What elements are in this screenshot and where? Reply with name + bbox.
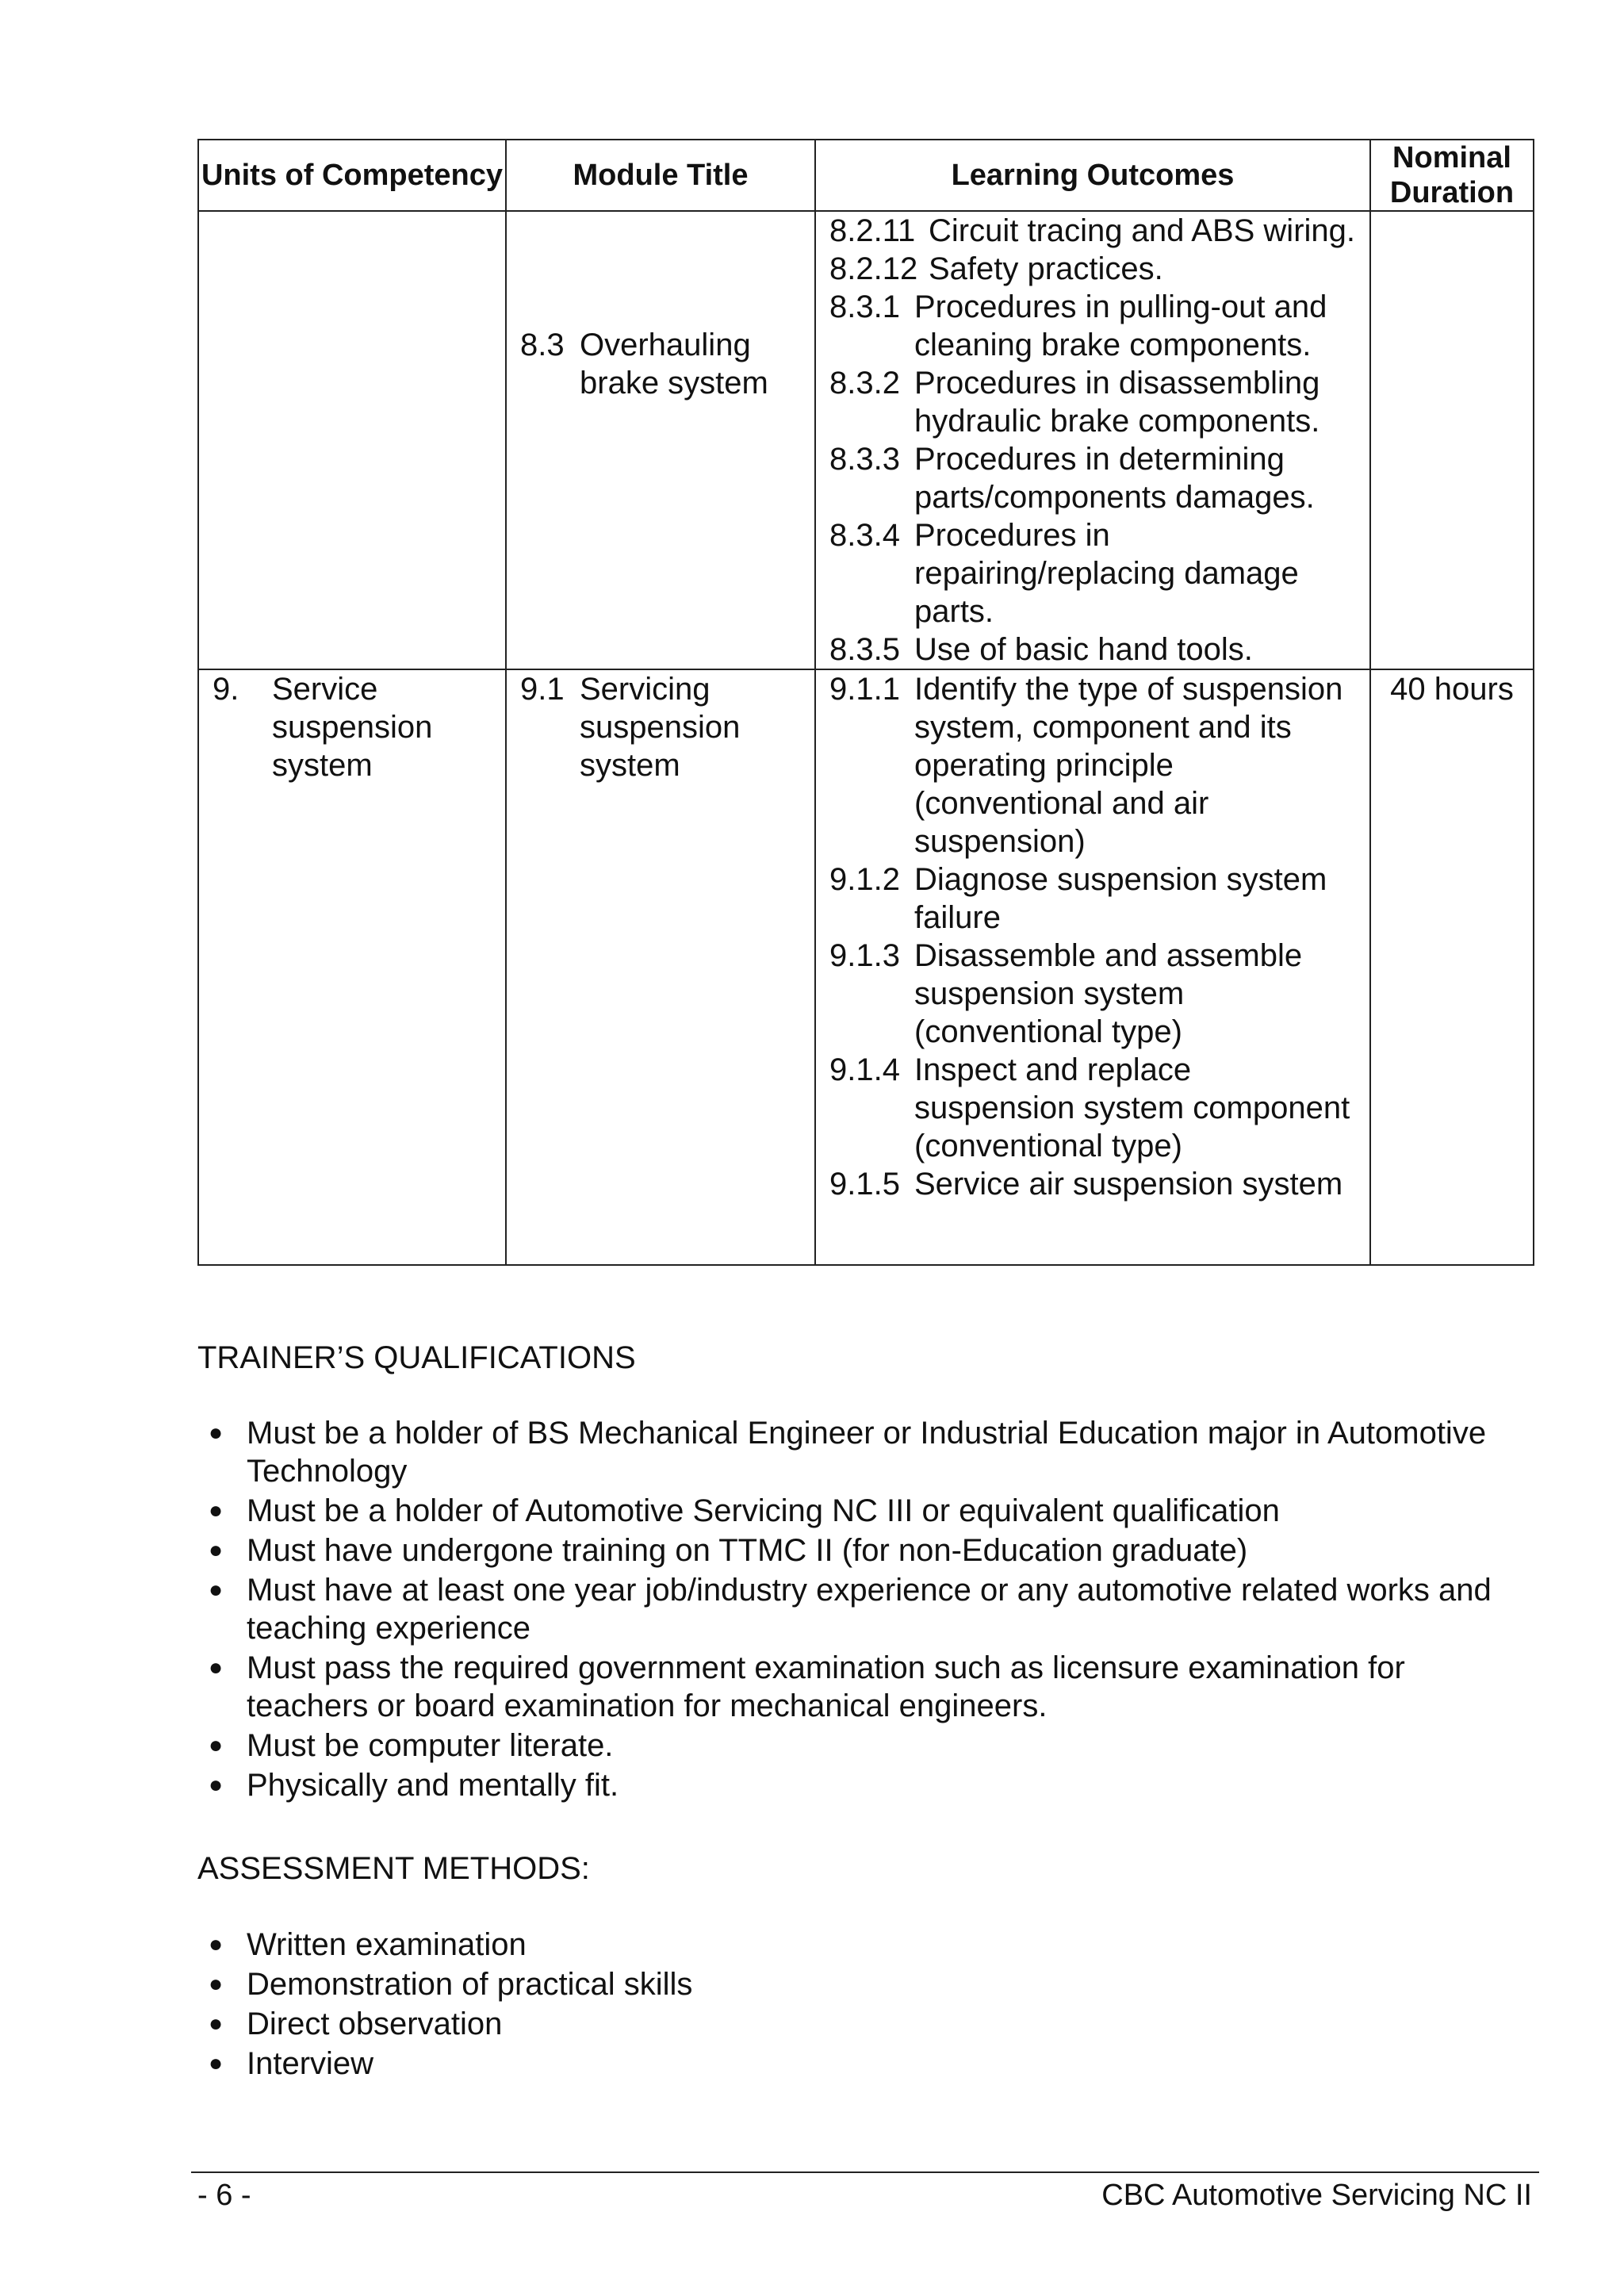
bullet-icon: ● [209,2010,224,2037]
module-cell [506,211,815,669]
module-title: Servicing suspension system [580,672,741,783]
header-units-of-competency: Units of Competency [198,140,506,211]
list-item-text: Direct observation [247,2007,503,2041]
outcome-number: 8.3.2 [829,366,900,401]
outcome-number: 8.3.4 [829,518,900,553]
outcome-item [829,364,1358,440]
outcome-item [829,1051,1358,1165]
bullet-icon: ● [209,1931,224,1957]
list-item [197,1766,1533,1804]
unit-title: Service suspension system [272,672,433,783]
footer-document-title: CBC Automotive Servicing NC II [1101,2179,1532,2212]
outcome-item [829,250,1358,288]
outcome-text: Circuit tracing and ABS wiring. [929,213,1356,248]
list-item-text: Physically and mentally fit. [247,1768,619,1803]
outcome-item [829,440,1358,516]
outcome-item [829,861,1358,937]
bullet-icon: ● [209,1497,224,1524]
outcome-text: Service air suspension system [914,1167,1343,1202]
outcome-number: 8.2.12 [829,251,918,286]
trainers-qualifications-heading: TRAINER’S QUALIFICATIONS [197,1340,636,1375]
outcome-item [829,1165,1358,1203]
competency-table [197,139,1534,1266]
list-item [197,1531,1533,1570]
nominal-duration: 40 hours [1390,672,1514,707]
assessment-methods-list [197,1926,1533,2084]
outcome-number: 8.3.3 [829,442,900,477]
list-item [197,1965,1533,2003]
list-item-text: Must have at least one year job/industry experience or any automotive related works and teaching experience [247,1573,1492,1646]
list-item [197,1649,1533,1725]
list-item-text: Must pass the required government examination such as licensure examination for teachers or board examination for mechanical engineers. [247,1650,1405,1723]
list-item-text: Written examination [247,1927,527,1962]
outcome-number: 9.1.5 [829,1167,900,1202]
outcome-text: Use of basic hand tools. [914,632,1253,667]
list-item-text: Interview [247,2046,374,2081]
bullet-icon: ● [209,1732,224,1758]
list-item [197,1414,1533,1490]
list-item-text: Must have undergone training on TTMC II (for non-Education graduate) [247,1533,1248,1568]
outcome-number: 8.2.11 [829,213,916,248]
list-item [197,1571,1533,1647]
list-item [197,1926,1533,1964]
outcome-number: 9.1.4 [829,1052,900,1087]
outcome-item [829,631,1358,669]
unit-entry [213,670,494,784]
module-entry [520,326,803,402]
bullet-icon: ● [209,1577,224,1603]
table-header-row [198,140,1534,211]
outcome-text: Inspect and replace suspension system component (conventional type) [914,1052,1350,1163]
header-module-title: Module Title [506,140,815,211]
module-number: 8.3 [520,328,565,362]
trainers-qualifications-list [197,1414,1533,1806]
list-item [197,1727,1533,1765]
outcome-text: Procedures in determining parts/components damages. [914,442,1315,515]
table-row [198,211,1534,669]
list-item-text: Must be a holder of Automotive Servicing NC III or equivalent qualification [247,1493,1280,1528]
outcome-item [829,288,1358,364]
module-cell [506,669,815,1265]
list-item-text: Must be computer literate. [247,1728,614,1763]
bullet-icon: ● [209,1537,224,1563]
module-entry [520,670,803,784]
list-item-text: Demonstration of practical skills [247,1967,693,2002]
header-learning-outcomes: Learning Outcomes [815,140,1370,211]
outcome-item [829,212,1358,250]
unit-cell [198,211,506,669]
header-nominal-duration: Nominal Duration [1370,140,1534,211]
list-item [197,2045,1533,2083]
outcome-text: Procedures in disassembling hydraulic brake components. [914,366,1320,439]
outcome-text: Safety practices. [929,251,1163,286]
learning-outcomes-cell [815,211,1370,669]
outcome-number: 9.1.3 [829,938,900,973]
unit-number: 9. [213,672,239,707]
outcome-item [829,937,1358,1051]
assessment-methods-heading: ASSESSMENT METHODS: [197,1851,590,1886]
outcome-text: Procedures in repairing/replacing damage parts. [914,518,1299,629]
outcome-text: Identify the type of suspension system, component and its operating principle (conventional and air suspension) [914,672,1343,859]
duration-cell [1370,211,1534,669]
list-item [197,1492,1533,1530]
outcome-number: 9.1.1 [829,672,900,707]
outcome-item [829,516,1358,631]
outcome-number: 8.3.1 [829,289,900,324]
bullet-icon: ● [209,2050,224,2076]
outcome-text: Disassemble and assemble suspension system (conventional type) [914,938,1303,1049]
bullet-icon: ● [209,1971,224,1997]
outcome-number: 9.1.2 [829,862,900,897]
learning-outcomes-cell [815,669,1370,1265]
bullet-icon: ● [209,1420,224,1446]
list-item [197,2005,1533,2043]
list-item-text: Must be a holder of BS Mechanical Engineer or Industrial Education major in Automotive Technology [247,1416,1487,1489]
outcome-text: Procedures in pulling-out and cleaning brake components. [914,289,1327,362]
outcome-item [829,670,1358,861]
unit-cell [198,669,506,1265]
module-title: Overhauling brake system [580,328,768,401]
footer-divider [191,2171,1539,2173]
outcome-number: 8.3.5 [829,632,900,667]
duration-cell [1370,669,1534,1265]
bullet-icon: ● [209,1772,224,1798]
outcome-text: Diagnose suspension system failure [914,862,1327,935]
bullet-icon: ● [209,1654,224,1681]
table-row [198,669,1534,1265]
page-number: - 6 - [197,2179,251,2212]
module-number: 9.1 [520,672,565,707]
